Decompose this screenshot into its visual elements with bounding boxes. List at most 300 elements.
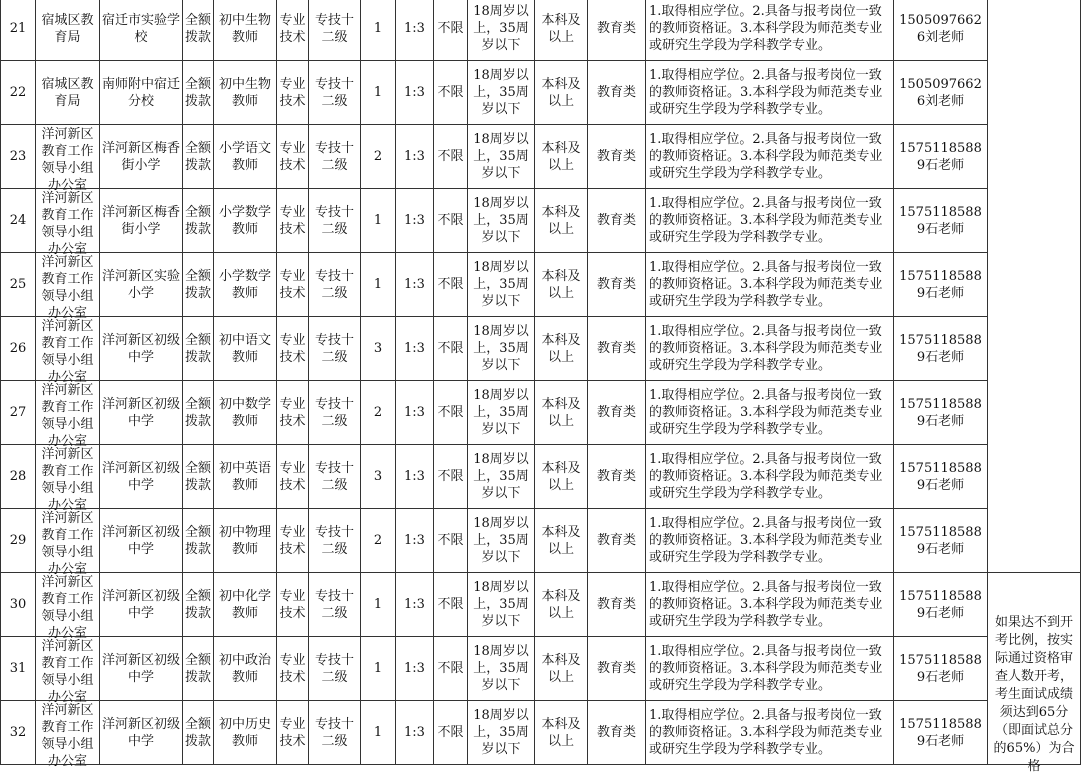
cell-count-text: 1	[373, 661, 383, 676]
cell-age-text: 18周岁以上，35周岁以下	[473, 196, 529, 245]
cell-category	[277, 125, 309, 189]
cell-contact	[894, 253, 988, 317]
cell-education-text: 本科及以上	[541, 716, 581, 749]
cell-education	[535, 0, 588, 61]
cell-grade	[309, 573, 361, 637]
cell-ratio-text: 1:3	[404, 661, 425, 676]
cell-position-text: 初中语文教师	[218, 332, 271, 365]
cell-requirements-text: 1.取得相应学位。2.具备与报考岗位一致的教师资格证。3.本科学段为师范类专业或研究生学段为学科教学专业。	[649, 132, 883, 181]
cell-unit	[100, 637, 183, 701]
cell-funding-text: 全额拨款	[185, 524, 212, 557]
cell-gender	[434, 0, 468, 61]
cell-age	[468, 701, 535, 765]
cell-education	[535, 573, 588, 637]
cell-age	[468, 125, 535, 189]
cell-ratio	[396, 573, 434, 637]
cell-gender-text: 不限	[437, 405, 464, 420]
cell-gender-text: 不限	[437, 661, 464, 676]
cell-requirements-text: 1.取得相应学位。2.具备与报考岗位一致的教师资格证。3.本科学段为师范类专业或研究生学段为学科教学专业。	[649, 324, 883, 373]
cell-count	[361, 0, 396, 61]
cell-no	[1, 125, 36, 189]
cell-major-text: 教育类	[596, 661, 636, 676]
cell-no-text: 31	[9, 661, 27, 676]
cell-major-text: 教育类	[596, 85, 636, 100]
cell-position-text: 初中生物教师	[218, 76, 271, 109]
cell-contact-text: 15751185889石老师	[899, 140, 982, 173]
cell-contact	[894, 61, 988, 125]
cell-category-text: 专业技术	[279, 76, 306, 109]
cell-requirements-text: 1.取得相应学位。2.具备与报考岗位一致的教师资格证。3.本科学段为师范类专业或研究生学段为学科教学专业。	[649, 260, 883, 309]
cell-dept-text: 洋河新区教育工作领导小组办公室	[41, 318, 94, 385]
cell-education-text: 本科及以上	[541, 204, 581, 237]
cell-grade-text: 专技十二级	[314, 204, 354, 237]
cell-age-text: 18周岁以上，35周岁以下	[473, 4, 529, 53]
cell-contact	[894, 573, 988, 637]
cell-position-text: 小学数学教师	[218, 204, 271, 237]
cell-position	[214, 125, 277, 189]
cell-education-text: 本科及以上	[541, 12, 581, 45]
cell-dept	[36, 125, 100, 193]
cell-no-text: 27	[9, 405, 27, 420]
cell-funding-text: 全额拨款	[185, 460, 212, 493]
cell-funding-text: 全额拨款	[185, 76, 212, 109]
cell-position	[214, 573, 277, 637]
table-row	[1, 573, 1081, 637]
cell-gender	[434, 509, 468, 573]
cell-position	[214, 637, 277, 701]
cell-grade	[309, 253, 361, 317]
cell-count	[361, 637, 396, 701]
cell-unit-text: 洋河新区初级中学	[102, 716, 181, 749]
table-row	[1, 317, 1081, 381]
cell-ratio-text: 1:3	[404, 597, 425, 612]
cell-position-text: 初中英语教师	[218, 460, 271, 493]
cell-unit	[100, 573, 183, 637]
cell-gender-text: 不限	[437, 341, 464, 356]
cell-category	[277, 317, 309, 381]
cell-requirements-text: 1.取得相应学位。2.具备与报考岗位一致的教师资格证。3.本科学段为师范类专业或研究生学段为学科教学专业。	[649, 452, 883, 501]
cell-funding	[183, 317, 214, 381]
cell-category	[277, 637, 309, 701]
cell-contact-text: 15751185889石老师	[899, 716, 982, 749]
cell-dept-text: 洋河新区教育工作领导小组办公室	[41, 254, 94, 321]
cell-no	[1, 253, 36, 317]
cell-ratio	[396, 189, 434, 253]
cell-grade-text: 专技十二级	[314, 140, 354, 173]
cell-funding	[183, 253, 214, 317]
cell-position-text: 小学数学教师	[218, 268, 271, 301]
cell-gender-text: 不限	[437, 85, 464, 100]
cell-education	[535, 445, 588, 509]
cell-dept	[36, 445, 100, 513]
cell-age	[468, 509, 535, 573]
cell-requirements-text: 1.取得相应学位。2.具备与报考岗位一致的教师资格证。3.本科学段为师范类专业或研究生学段为学科教学专业。	[649, 644, 883, 693]
cell-contact-text: 15050976626刘老师	[899, 12, 982, 45]
cell-dept	[36, 701, 100, 769]
cell-position-text: 小学语文教师	[218, 140, 271, 173]
cell-education	[535, 381, 588, 445]
cell-requirements-text: 1.取得相应学位。2.具备与报考岗位一致的教师资格证。3.本科学段为师范类专业或研究生学段为学科教学专业。	[649, 68, 883, 117]
cell-position	[214, 0, 277, 61]
table-row	[1, 189, 1081, 253]
cell-age	[468, 573, 535, 637]
cell-count-text: 1	[373, 21, 383, 36]
cell-grade-text: 专技十二级	[314, 716, 354, 749]
cell-age-text: 18周岁以上，35周岁以下	[473, 580, 529, 629]
cell-ratio	[396, 381, 434, 445]
cell-dept-text: 洋河新区教育工作领导小组办公室	[41, 574, 94, 641]
cell-category-text: 专业技术	[279, 716, 306, 749]
cell-education	[535, 637, 588, 701]
cell-grade	[309, 445, 361, 509]
cell-education-text: 本科及以上	[541, 396, 581, 429]
cell-grade	[309, 61, 361, 125]
cell-position	[214, 381, 277, 445]
cell-education-text: 本科及以上	[541, 652, 581, 685]
cell-gender	[434, 637, 468, 701]
cell-ratio-text: 1:3	[404, 725, 425, 740]
cell-no	[1, 317, 36, 381]
table-row	[1, 701, 1081, 765]
cell-gender	[434, 573, 468, 637]
cell-major	[588, 637, 646, 701]
cell-contact	[894, 445, 988, 509]
cell-category	[277, 509, 309, 573]
cell-gender	[434, 701, 468, 765]
cell-gender-text: 不限	[437, 533, 464, 548]
cell-contact	[894, 317, 988, 381]
note-text: 如果达不到开考比例，按实际通过资格审查人数开考，考生面试成绩须达到65分（即面试总分的65%）为合格	[993, 615, 1075, 774]
cell-age-text: 18周岁以上，35周岁以下	[473, 324, 529, 373]
cell-funding	[183, 701, 214, 765]
cell-education-text: 本科及以上	[541, 140, 581, 173]
cell-position-text: 初中政治教师	[218, 652, 271, 685]
cell-major	[588, 381, 646, 445]
cell-funding	[183, 189, 214, 253]
cell-dept-text: 洋河新区教育工作领导小组办公室	[41, 702, 94, 769]
cell-contact-text: 15751185889石老师	[899, 204, 982, 237]
cell-count	[361, 445, 396, 509]
cell-major	[588, 125, 646, 189]
cell-category	[277, 0, 309, 61]
cell-ratio	[396, 125, 434, 189]
cell-age	[468, 253, 535, 317]
cell-requirements	[646, 701, 894, 765]
cell-contact	[894, 189, 988, 253]
cell-dept	[36, 509, 100, 577]
cell-count-text: 3	[373, 469, 383, 484]
cell-gender-text: 不限	[437, 597, 464, 612]
cell-major	[588, 509, 646, 573]
cell-category-text: 专业技术	[279, 524, 306, 557]
cell-contact	[894, 125, 988, 189]
cell-category	[277, 381, 309, 445]
table-row	[1, 0, 1081, 61]
cell-unit	[100, 61, 183, 125]
cell-requirements-text: 1.取得相应学位。2.具备与报考岗位一致的教师资格证。3.本科学段为师范类专业或研究生学段为学科教学专业。	[649, 708, 883, 757]
cell-no-text: 32	[9, 725, 27, 740]
cell-funding-text: 全额拨款	[185, 396, 212, 429]
cell-ratio-text: 1:3	[404, 341, 425, 356]
cell-no-text: 25	[9, 277, 27, 292]
cell-unit	[100, 701, 183, 765]
cell-major	[588, 445, 646, 509]
cell-education	[535, 509, 588, 573]
cell-dept-text: 洋河新区教育工作领导小组办公室	[41, 638, 94, 705]
cell-ratio	[396, 445, 434, 509]
cell-gender-text: 不限	[437, 725, 464, 740]
cell-ratio	[396, 701, 434, 765]
cell-count	[361, 189, 396, 253]
cell-major-text: 教育类	[596, 405, 636, 420]
cell-count-text: 2	[373, 149, 383, 164]
cell-funding	[183, 125, 214, 189]
cell-no-text: 29	[9, 533, 27, 548]
cell-count	[361, 61, 396, 125]
cell-dept	[36, 189, 100, 257]
cell-position	[214, 61, 277, 125]
cell-contact	[894, 509, 988, 573]
cell-grade	[309, 189, 361, 253]
cell-unit-text: 洋河新区梅香街小学	[102, 204, 181, 237]
cell-dept-text: 洋河新区教育工作领导小组办公室	[41, 510, 94, 577]
cell-requirements	[646, 637, 894, 701]
cell-contact	[894, 701, 988, 765]
cell-position-text: 初中物理教师	[218, 524, 271, 557]
cell-grade-text: 专技十二级	[314, 332, 354, 365]
cell-position	[214, 317, 277, 381]
cell-count	[361, 701, 396, 765]
cell-category	[277, 445, 309, 509]
cell-education	[535, 189, 588, 253]
cell-ratio-text: 1:3	[404, 469, 425, 484]
cell-count-text: 1	[373, 277, 383, 292]
cell-no	[1, 637, 36, 701]
cell-position	[214, 701, 277, 765]
cell-count-text: 2	[373, 405, 383, 420]
cell-grade	[309, 701, 361, 765]
cell-age-text: 18周岁以上，35周岁以下	[473, 708, 529, 757]
cell-dept	[36, 0, 100, 61]
cell-grade-text: 专技十二级	[314, 588, 354, 621]
cell-education	[535, 701, 588, 765]
cell-funding-text: 全额拨款	[185, 12, 212, 45]
cell-major-text: 教育类	[596, 469, 636, 484]
cell-major-text: 教育类	[596, 21, 636, 36]
cell-major	[588, 253, 646, 317]
cell-grade-text: 专技十二级	[314, 12, 354, 45]
cell-requirements	[646, 381, 894, 445]
cell-major	[588, 573, 646, 637]
cell-requirements	[646, 0, 894, 61]
cell-note	[988, 573, 1081, 774]
cell-age-text: 18周岁以上，35周岁以下	[473, 388, 529, 437]
cell-major	[588, 0, 646, 61]
cell-age-text: 18周岁以上，35周岁以下	[473, 452, 529, 501]
cell-ratio-text: 1:3	[404, 85, 425, 100]
cell-contact	[894, 0, 988, 61]
cell-grade	[309, 0, 361, 61]
cell-unit	[100, 0, 183, 61]
cell-requirements	[646, 253, 894, 317]
cell-requirements	[646, 61, 894, 125]
cell-grade-text: 专技十二级	[314, 460, 354, 493]
cell-dept-text: 洋河新区教育工作领导小组办公室	[41, 446, 94, 513]
cell-contact-text: 15751185889石老师	[899, 268, 982, 301]
cell-funding-text: 全额拨款	[185, 268, 212, 301]
cell-gender	[434, 125, 468, 189]
cell-count	[361, 509, 396, 573]
cell-education-text: 本科及以上	[541, 588, 581, 621]
cell-requirements-text: 1.取得相应学位。2.具备与报考岗位一致的教师资格证。3.本科学段为师范类专业或研究生学段为学科教学专业。	[649, 196, 883, 245]
cell-contact	[894, 637, 988, 701]
cell-gender-text: 不限	[437, 21, 464, 36]
cell-unit-text: 洋河新区初级中学	[102, 332, 181, 365]
cell-dept-text: 洋河新区教育工作领导小组办公室	[41, 126, 94, 193]
cell-unit-text: 南师附中宿迁分校	[102, 76, 181, 109]
cell-dept	[36, 253, 100, 321]
cell-unit-text: 洋河新区初级中学	[102, 588, 181, 621]
cell-no-text: 21	[9, 21, 27, 36]
cell-requirements	[646, 509, 894, 573]
cell-grade	[309, 317, 361, 381]
cell-funding-text: 全额拨款	[185, 140, 212, 173]
cell-major-text: 教育类	[596, 277, 636, 292]
cell-gender	[434, 381, 468, 445]
cell-ratio-text: 1:3	[404, 277, 425, 292]
cell-grade-text: 专技十二级	[314, 524, 354, 557]
cell-age	[468, 61, 535, 125]
cell-age-text: 18周岁以上，35周岁以下	[473, 260, 529, 309]
cell-ratio	[396, 509, 434, 573]
cell-no-text: 23	[9, 149, 27, 164]
cell-education	[535, 253, 588, 317]
cell-major	[588, 701, 646, 765]
cell-funding	[183, 445, 214, 509]
cell-ratio-text: 1:3	[404, 405, 425, 420]
cell-unit	[100, 189, 183, 253]
cell-age-text: 18周岁以上，35周岁以下	[473, 516, 529, 565]
cell-position-text: 初中历史教师	[218, 716, 271, 749]
cell-no	[1, 0, 36, 61]
cell-count-text: 1	[373, 725, 383, 740]
table-row	[1, 125, 1081, 189]
cell-major-text: 教育类	[596, 725, 636, 740]
cell-education-text: 本科及以上	[541, 268, 581, 301]
cell-education-text: 本科及以上	[541, 332, 581, 365]
cell-no	[1, 573, 36, 637]
cell-no	[1, 381, 36, 445]
cell-note-blank	[988, 0, 1081, 573]
cell-unit	[100, 253, 183, 317]
cell-age	[468, 637, 535, 701]
cell-unit-text: 洋河新区初级中学	[102, 652, 181, 685]
cell-requirements-text: 1.取得相应学位。2.具备与报考岗位一致的教师资格证。3.本科学段为师范类专业或研究生学段为学科教学专业。	[649, 516, 883, 565]
cell-category-text: 专业技术	[279, 652, 306, 685]
cell-major-text: 教育类	[596, 533, 636, 548]
cell-requirements	[646, 573, 894, 637]
cell-contact-text: 15751185889石老师	[899, 524, 982, 557]
cell-category-text: 专业技术	[279, 332, 306, 365]
cell-position	[214, 445, 277, 509]
cell-requirements-text: 1.取得相应学位。2.具备与报考岗位一致的教师资格证。3.本科学段为师范类专业或研究生学段为学科教学专业。	[649, 580, 883, 629]
cell-grade-text: 专技十二级	[314, 268, 354, 301]
cell-gender	[434, 445, 468, 509]
cell-education-text: 本科及以上	[541, 76, 581, 109]
cell-category-text: 专业技术	[279, 396, 306, 429]
cell-gender-text: 不限	[437, 213, 464, 228]
cell-education	[535, 317, 588, 381]
cell-unit-text: 洋河新区初级中学	[102, 524, 181, 557]
cell-no-text: 24	[9, 213, 27, 228]
cell-no	[1, 189, 36, 253]
cell-no-text: 22	[9, 85, 27, 100]
cell-dept-text: 宿城区教育局	[41, 12, 94, 45]
cell-grade-text: 专技十二级	[314, 76, 354, 109]
cell-unit-text: 洋河新区实验小学	[102, 268, 181, 301]
cell-dept	[36, 573, 100, 641]
cell-count	[361, 125, 396, 189]
cell-count-text: 3	[373, 341, 383, 356]
cell-grade	[309, 637, 361, 701]
cell-funding-text: 全额拨款	[185, 652, 212, 685]
table-row	[1, 253, 1081, 317]
cell-category	[277, 573, 309, 637]
cell-major	[588, 189, 646, 253]
table-row	[1, 637, 1081, 701]
cell-contact-text: 15751185889石老师	[899, 588, 982, 621]
cell-age	[468, 0, 535, 61]
cell-age-text: 18周岁以上，35周岁以下	[473, 132, 529, 181]
cell-funding-text: 全额拨款	[185, 332, 212, 365]
cell-unit	[100, 317, 183, 381]
cell-ratio	[396, 61, 434, 125]
cell-major-text: 教育类	[596, 597, 636, 612]
cell-no-text: 28	[9, 469, 27, 484]
cell-gender	[434, 189, 468, 253]
cell-category	[277, 61, 309, 125]
cell-position	[214, 509, 277, 573]
cell-ratio-text: 1:3	[404, 149, 425, 164]
cell-gender	[434, 61, 468, 125]
cell-unit-text: 洋河新区梅香街小学	[102, 140, 181, 173]
cell-dept	[36, 381, 100, 449]
cell-position-text: 初中化学教师	[218, 588, 271, 621]
cell-no	[1, 701, 36, 765]
cell-dept-text: 洋河新区教育工作领导小组办公室	[41, 190, 94, 257]
table-row	[1, 61, 1081, 125]
cell-category-text: 专业技术	[279, 140, 306, 173]
cell-funding-text: 全额拨款	[185, 204, 212, 237]
cell-grade-text: 专技十二级	[314, 396, 354, 429]
cell-category-text: 专业技术	[279, 460, 306, 493]
cell-requirements	[646, 317, 894, 381]
table-row	[1, 381, 1081, 445]
cell-count	[361, 317, 396, 381]
cell-unit-text: 宿迁市实验学校	[102, 12, 181, 45]
cell-unit-text: 洋河新区初级中学	[102, 460, 181, 493]
cell-count-text: 2	[373, 533, 383, 548]
cell-category-text: 专业技术	[279, 204, 306, 237]
cell-position	[214, 253, 277, 317]
cell-dept-text: 宿城区教育局	[41, 76, 94, 109]
cell-category-text: 专业技术	[279, 588, 306, 621]
cell-ratio	[396, 317, 434, 381]
cell-gender-text: 不限	[437, 469, 464, 484]
cell-no-text: 26	[9, 341, 27, 356]
cell-dept-text: 洋河新区教育工作领导小组办公室	[41, 382, 94, 449]
cell-requirements	[646, 445, 894, 509]
